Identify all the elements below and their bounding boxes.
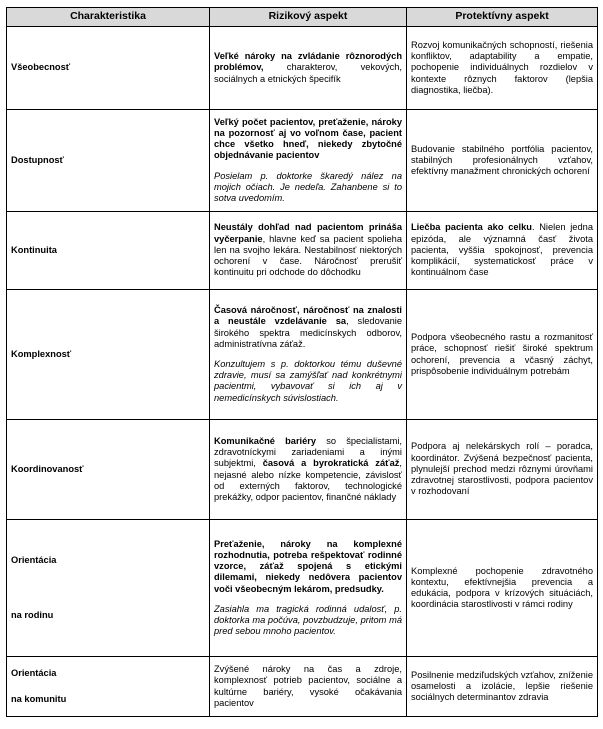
table-row <box>7 110 598 212</box>
risk-cell <box>210 212 407 290</box>
risk-bold-text: Neustály dohľad nad pacientom prináša vyčerpanie <box>214 222 402 244</box>
protective-cell: Budovanie stabilného portfólia pacientov, stabilných profesionálnych vzťahov, efektívny manažment chronických ochorení <box>407 110 598 212</box>
risk-quote: Posielam p. doktorke škaredý nález na mojich očiach. Je nedeľa. Zahanbene si to sotva uvedomím. <box>214 170 402 203</box>
header-risk: Rizikový aspekt <box>210 8 407 27</box>
characteristic-cell <box>7 520 210 657</box>
risk-quote: Zasiahla ma tragická rodinná udalosť, p. doktorka ma počúva, povzbudzuje, pritom má pred sebou mnoho pacientov. <box>214 603 402 637</box>
risk-bold-text: Veľké nároky na zvládanie rôznorodých problémov, <box>214 51 402 73</box>
protective-bold-text: Liečba pacienta ako celku <box>411 222 532 233</box>
risk-quote: Konzultujem s p. doktorkou tému duševné zdravie, musí sa zamýšľať nad konkrétnymi pacientmi, vybavovať si ich aj v nemedicínskych súvislostiach. <box>214 359 402 403</box>
risk-cell <box>210 520 407 657</box>
characteristic-cell: Koordinovanosť <box>7 420 210 520</box>
table-row <box>7 420 598 520</box>
table-row <box>7 290 598 420</box>
risk-cell <box>210 27 407 110</box>
protective-cell: Podpora všeobecného rastu a rozmanitosť práce, schopnosť riešiť široké spektrum ochorení, prevencia a včasný záchyt, prispôsobenie individuálnym potrebám <box>407 290 598 420</box>
header-protective: Protektívny aspekt <box>407 8 598 27</box>
header-characteristic: Charakteristika <box>7 8 210 27</box>
protective-cell: Komplexné pochopenie zdravotného kontextu, efektívnejšia prevencia a edukácia, podpora v krízových situáciách, koordinácia starostlivosti v rámci rodiny <box>407 520 598 657</box>
risk-cell <box>210 110 407 212</box>
risk-bold-text-2: časová a byrokratická záťaž <box>262 458 400 469</box>
characteristic-line-2: na rodinu <box>11 610 54 620</box>
protective-cell: Podpora aj nelekárskych rolí – poradca, koordinátor. Zvýšená bezpečnosť pacienta, plynulejší prechod medzi rôznymi úrovňami zdravotnej starostlivosti, podpora pacientov v rozhodovaní <box>407 420 598 520</box>
characteristic-cell: Dostupnosť <box>7 110 210 212</box>
characteristic-cell: Kontinuita <box>7 212 210 290</box>
risk-cell: Zvýšené nároky na čas a zdroje, komplexnosť potrieb pacientov, sociálne a kultúrne bariéry, vysoké očakávania pacientov <box>210 657 407 717</box>
risk-text: , sledovanie širokého spektra medicínskych odborov, administratívna záťaž. <box>214 316 402 349</box>
risk-bold-text: Preťaženie, nároky na komplexné rozhodnutia, potreba rešpektovať rodinné vzorce, záťaž spojená s etickými dilemami, niekedy nedôvera pacientov voči všeobecným lekárom, predsudky. <box>214 538 402 594</box>
protective-cell <box>407 212 598 290</box>
characteristic-cell: Komplexnosť <box>7 290 210 420</box>
risk-bold-text: Časová náročnosť, náročnosť na znalosti a neustále vzdelávanie sa <box>214 305 402 327</box>
risk-bold-text: Komunikačné bariéry <box>214 435 317 446</box>
risk-cell <box>210 290 407 420</box>
protective-text: . Nielen jedna epizóda, ale významná časť života pacienta, vyššia spokojnosť, prevencia komplikácií, systematickosť práce v kontinuálnom čase <box>411 222 593 278</box>
protective-cell: Posilnenie medziľudských vzťahov, zníženie osamelosti a izolácie, lepšie riešenie sociálnych determinantov zdravia <box>407 657 598 717</box>
risk-text: , hlavne keď sa pacient spolieha len na svojho lekára. Nestabilnosť niektorých ochorení v čase. Náročnosť prerušiť kontinuitu pri odchode do dôchodku <box>214 233 402 278</box>
risk-text: so špecialistami, zdravotníckymi zariadeniami a inými subjektmi, <box>214 435 402 469</box>
table-row <box>7 520 598 657</box>
table-row <box>7 212 598 290</box>
header-row <box>7 8 598 27</box>
characteristics-table <box>6 7 598 717</box>
risk-bold-text: Veľký počet pacientov, preťaženie, nároky na pozornosť aj vo voľnom čase, pacient chce všetko hneď, niekedy zbytočné objednávanie pacientov <box>214 116 402 161</box>
characteristic-line-2: na komunitu <box>11 693 67 704</box>
risk-text: charakterov, vekových, sociálnych a etnických špecifík <box>214 62 402 84</box>
characteristic-line-1: Orientácia <box>11 668 57 679</box>
characteristic-line-1: Orientácia <box>11 554 57 565</box>
risk-cell <box>210 420 407 520</box>
characteristic-cell: Všeobecnosť <box>7 27 210 110</box>
table-row <box>7 27 598 110</box>
characteristic-cell <box>7 657 210 717</box>
risk-text-2: , nejasné alebo nízke kompetencie, závislosť od externých faktorov, technologické prekážky, odpor pacientov, finančné náklady <box>214 458 402 502</box>
table-row <box>7 657 598 717</box>
protective-cell: Rozvoj komunikačných schopností, riešenia konfliktov, adaptability a empatie, pochopenie individuálnych rozdielov v kontexte rôznych faktorov (lepšia diagnostika, liečba). <box>407 27 598 110</box>
